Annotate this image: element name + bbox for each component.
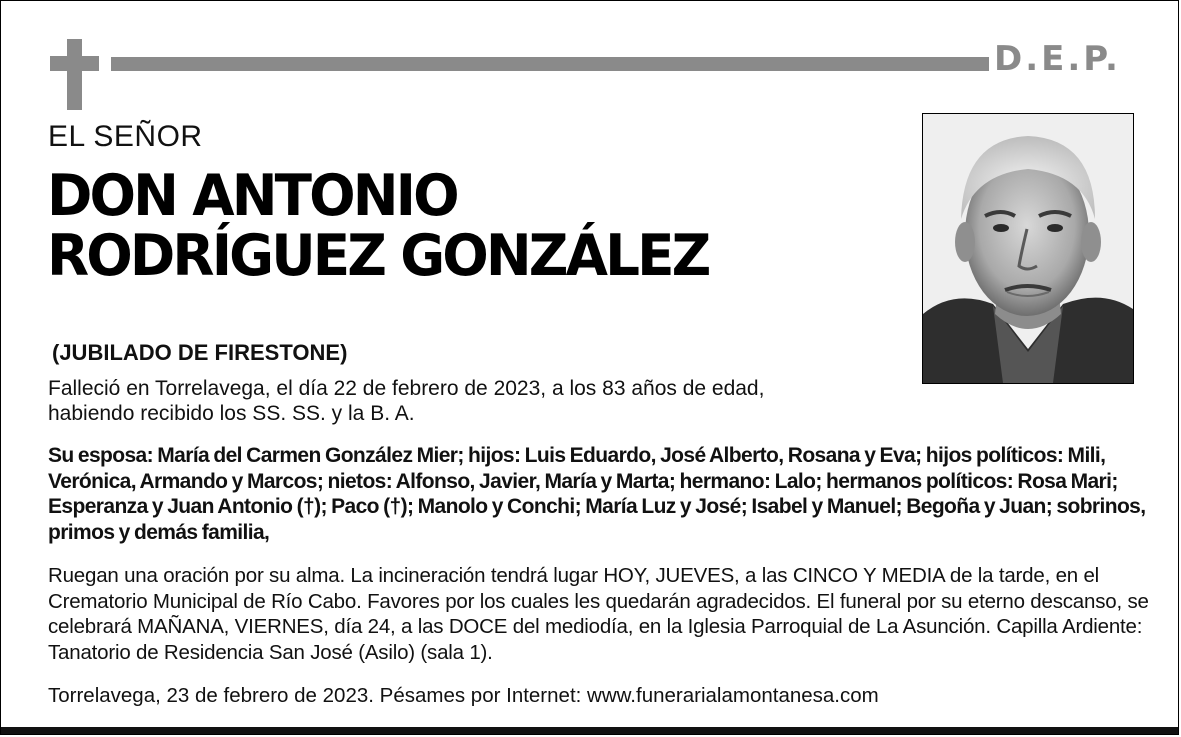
portrait-illustration xyxy=(923,114,1133,383)
header-rule xyxy=(111,57,989,71)
death-notice-line-1: Falleció en Torrelavega, el día 22 de febrero de 2023, a los 83 años de edad, xyxy=(48,377,765,400)
bottom-border xyxy=(1,727,1178,734)
name-line-1: DON ANTONIO xyxy=(47,163,457,229)
death-notice xyxy=(48,376,848,426)
name-line-2: RODRÍGUEZ GONZÁLEZ xyxy=(47,223,709,289)
honorific: EL SEÑOR xyxy=(48,120,203,153)
footer-line: Torrelavega, 23 de febrero de 2023. Pésames por Internet: www.funerarialamontanesa.com xyxy=(48,684,879,707)
ceremony-details: Ruegan una oración por su alma. La incineración tendrá lugar HOY, JUEVES, a las CINCO Y MEDIA de la tarde, en el Crematorio Municipal de Río Cabo. Favores por los cuales les quedarán agradecidos. El funeral por su eterno descanso, se celebrará MAÑANA, VIERNES, día 24, a las DOCE del mediodía, en la Iglesia Parroquial de La Asunción. Capilla Ardiente: Tanatorio de Residencia San José (Asilo) (sala 1). xyxy=(48,564,1149,664)
portrait-photo xyxy=(922,113,1134,384)
dep-mark: D.E.P. xyxy=(994,39,1121,79)
death-notice-line-2: habiendo recibido los SS. SS. y la B. A. xyxy=(48,402,415,425)
family-list: Su esposa: María del Carmen González Mier; hijos: Luis Eduardo, José Alberto, Rosana y Eva; hijos políticos: Mili, Verónica, Armando y Marcos; nietos: Alfonso, Javier, María y Marta; hermano: Lalo; hermanos políticos: Rosa Mari; Esperanza y Juan Antonio (†); Paco (†); Manolo y Conchi; María Luz y José; Isabel y Manuel; Begoña y Juan; sobrinos, primos y demás familia, xyxy=(48,444,1146,544)
occupation: (JUBILADO DE FIRESTONE) xyxy=(52,340,348,365)
deceased-name xyxy=(47,163,709,289)
